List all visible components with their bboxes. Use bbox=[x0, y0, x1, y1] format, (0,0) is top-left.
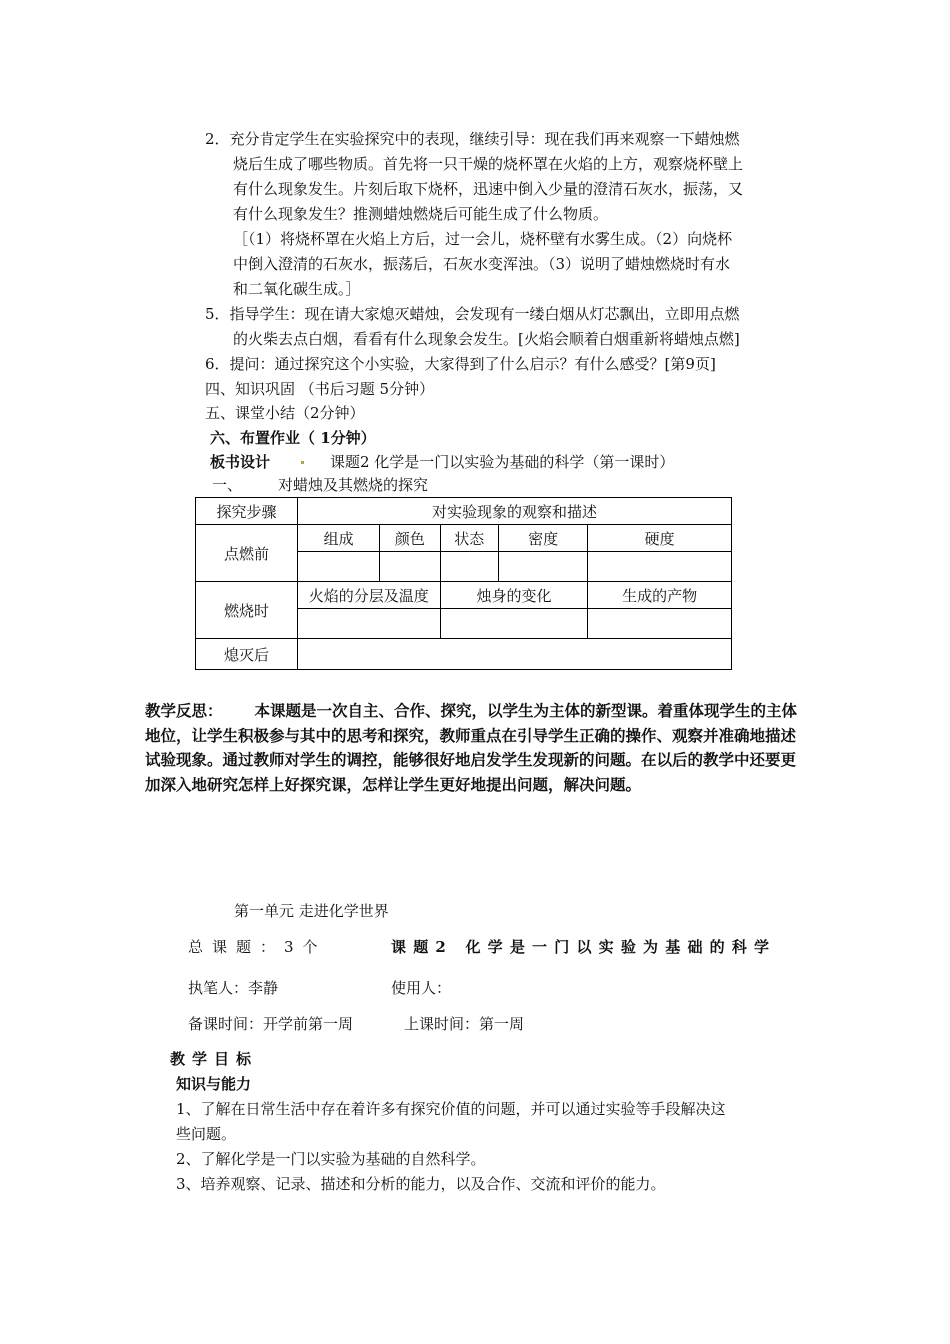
goal-3: 3、培养观察、记录、描述和分析的能力，以及合作、交流和评价的能力。 bbox=[176, 1175, 666, 1193]
empty-cell bbox=[380, 552, 440, 582]
row-during-label: 燃烧时 bbox=[196, 582, 298, 639]
teaching-goals-heading: 教学目标 bbox=[170, 1050, 259, 1068]
col-hardness: 硬度 bbox=[588, 525, 732, 552]
empty-cell bbox=[297, 552, 379, 582]
step-2-line-3: 有什么现象发生。片刻后取下烧杯，迅速中倒入少量的澄清石灰水，振荡，又 bbox=[233, 180, 744, 198]
user: 使用人： bbox=[391, 979, 452, 997]
step-2-line-1: 2．充分肯定学生在实验探究中的表现，继续引导：现在我们再来观察一下蜡烛燃 bbox=[205, 130, 740, 148]
section-5: 五、课堂小结（2分钟） bbox=[205, 404, 365, 422]
marker-dot bbox=[301, 461, 304, 464]
board-design-title: 课题2 化学是一门以实验为基础的科学（第一课时） bbox=[330, 453, 675, 471]
step-2-line-4: 有什么现象发生？推测蜡烛燃烧后可能生成了什么物质。 bbox=[233, 205, 609, 223]
step-2-answer-3: 和二氧化碳生成。］ bbox=[233, 280, 361, 298]
class-time: 上课时间：第一周 bbox=[404, 1015, 525, 1033]
empty-cell bbox=[440, 609, 588, 639]
col-products: 生成的产物 bbox=[588, 582, 732, 609]
step-6: 6．提问：通过探究这个小实验，大家得到了什么启示？有什么感受？[第9页] bbox=[205, 355, 716, 373]
knowledge-ability-heading: 知识与能力 bbox=[176, 1075, 252, 1093]
board-subtitle-number: 一、 bbox=[212, 476, 243, 494]
goal-2: 2、了解化学是一门以实验为基础的自然科学。 bbox=[176, 1150, 486, 1168]
experiment-table bbox=[195, 497, 732, 670]
empty-cell bbox=[440, 552, 498, 582]
header-step: 探究步骤 bbox=[196, 498, 298, 525]
empty-cell bbox=[588, 552, 732, 582]
board-subtitle: 对蜡烛及其燃烧的探究 bbox=[278, 476, 429, 494]
prep-time: 备课时间：开学前第一周 bbox=[188, 1015, 354, 1033]
header-observation: 对实验现象的观察和描述 bbox=[297, 498, 731, 525]
section-4: 四、知识巩固 （书后习题 5分钟） bbox=[205, 380, 435, 398]
empty-cell bbox=[588, 609, 732, 639]
row-after-label: 熄灭后 bbox=[196, 639, 298, 670]
col-color: 颜色 bbox=[380, 525, 440, 552]
step-2-line-2: 烧后生成了哪些物质。首先将一只干燥的烧杯罩在火焰的上方，观察烧杯壁上 bbox=[233, 155, 744, 173]
col-composition: 组成 bbox=[297, 525, 379, 552]
board-design-label: 板书设计 bbox=[210, 453, 271, 471]
col-candle-change: 烛身的变化 bbox=[440, 582, 588, 609]
reflection-text: 本课题是一次自主、合作、探究，以学生为主体的新型课。着重体现学生的主体地位，让学生积极参与其中的思考和探究，教师重点在引导学生正确的操作、观察并准确地描述试验现象。通过教师对学生的调控，能够很好地启发学生发现新的问题。在以后的教学中还要更加深入地研究怎样上好探究课，怎样让学生更好地提出问题，解决问题。 bbox=[145, 701, 798, 794]
empty-cell bbox=[297, 639, 731, 670]
author: 执笔人：李静 bbox=[188, 979, 279, 997]
step-5-line-1: 5．指导学生：现在请大家熄灭蜡烛，会发现有一缕白烟从灯芯飘出，立即用点燃 bbox=[205, 305, 740, 323]
step-2-answer-2: 中倒入澄清的石灰水，振荡后，石灰水变浑浊。（3）说明了蜡烛燃烧时有水 bbox=[233, 255, 731, 273]
goal-1-line-2: 些问题。 bbox=[176, 1125, 237, 1143]
col-flame-layers: 火焰的分层及温度 bbox=[297, 582, 440, 609]
step-2-answer-1: ［（1）将烧杯罩在火焰上方后，过一会儿，烧杯壁有水雾生成。（2）向烧杯 bbox=[233, 230, 733, 248]
col-density: 密度 bbox=[498, 525, 588, 552]
total-topics: 总课题：3个 bbox=[188, 938, 327, 956]
unit-title: 第一单元 走进化学世界 bbox=[234, 902, 389, 920]
col-state: 状态 bbox=[440, 525, 498, 552]
row-before-label: 点燃前 bbox=[196, 525, 298, 582]
reflection-label: 教学反思： bbox=[145, 701, 223, 720]
empty-cell bbox=[498, 552, 588, 582]
section-6: 六、布置作业（ 1分钟） bbox=[210, 429, 376, 447]
reflection-paragraph bbox=[145, 699, 807, 797]
step-5-line-2: 的火柴去点白烟，看看有什么现象会发生。[火焰会顺着白烟重新将蜡烛点燃] bbox=[233, 330, 740, 348]
topic-title: 课题2 化学是一门以实验为基础的科学 bbox=[391, 938, 777, 956]
empty-cell bbox=[297, 609, 440, 639]
goal-1-line-1: 1、了解在日常生活中存在着许多有探究价值的问题，并可以通过实验等手段解决这 bbox=[176, 1100, 726, 1118]
